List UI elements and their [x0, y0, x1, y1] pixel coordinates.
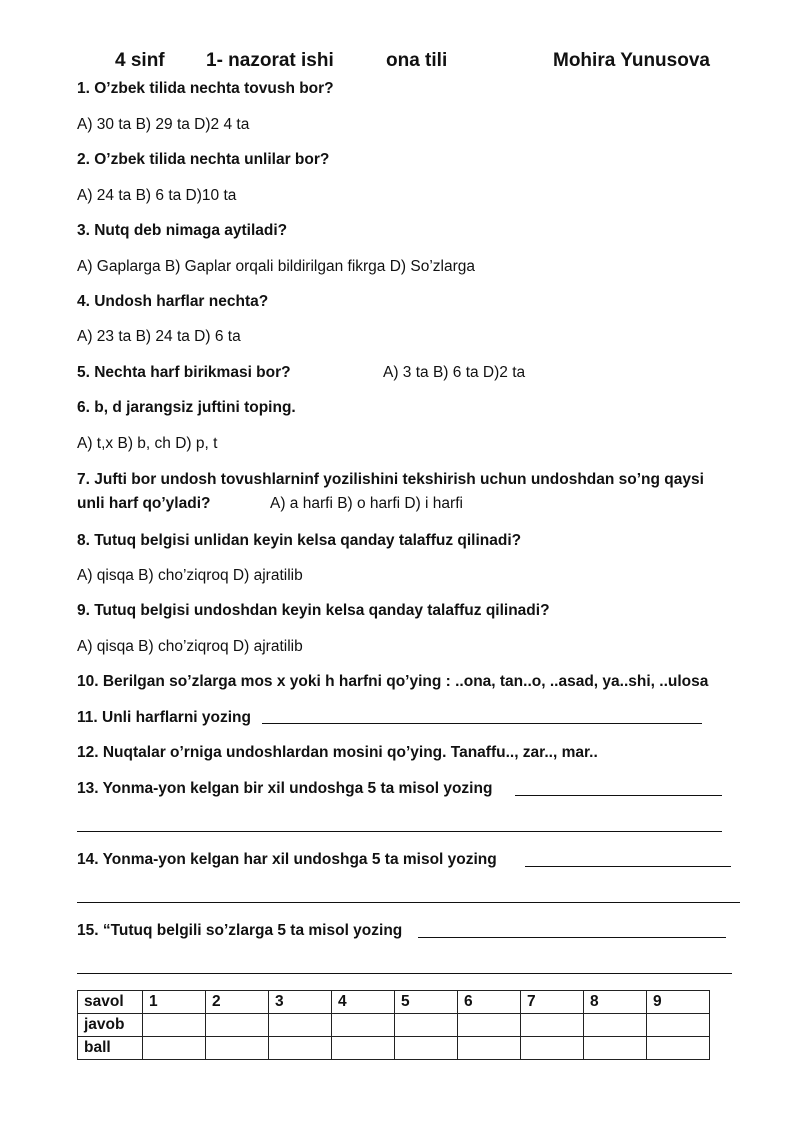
answer-cell [521, 1014, 584, 1037]
score-table [77, 990, 710, 1060]
answer-line-15 [418, 937, 726, 938]
answer-cell [143, 1014, 206, 1037]
question-6: 6. b, d jarangsiz juftini toping. [77, 399, 296, 416]
column-header-7: 7 [521, 991, 584, 1014]
score-cell [458, 1037, 521, 1060]
row-label-javob: javob [78, 1014, 143, 1037]
row-label-ball: ball [78, 1037, 143, 1060]
answer-line-11 [262, 723, 702, 724]
student-name: Mohira Yunusova [553, 50, 710, 71]
answer-options-8: A) qisqa B) cho’ziqroq D) ajratilib [77, 567, 303, 584]
answer-cell [206, 1014, 269, 1037]
score-cell [647, 1037, 710, 1060]
question-2: 2. O’zbek tilida nechta unlilar bor? [77, 151, 330, 168]
answer-line-14b [77, 902, 740, 903]
answer-cell [458, 1014, 521, 1037]
answer-line-15b [77, 973, 732, 974]
column-header-2: 2 [206, 991, 269, 1014]
question-10: 10. Berilgan so’zlarga mos x yoki h harfni qo’ying : ..ona, tan..o, ..asad, ya..shi, ..ulosa [77, 673, 709, 690]
grade-label: 4 sinf [115, 50, 165, 71]
row-label-savol: savol [78, 991, 143, 1014]
column-header-6: 6 [458, 991, 521, 1014]
score-cell [143, 1037, 206, 1060]
answer-options-3: A) Gaplarga B) Gaplar orqali bildirilgan fikrga D) So’zlarga [77, 258, 476, 275]
answer-line-14 [525, 866, 731, 867]
question-8: 8. Tutuq belgisi unlidan keyin kelsa qanday talaffuz qilinadi? [77, 532, 522, 549]
question-7-continued: unli harf qo’yladi? [77, 495, 211, 512]
answer-options-2: A) 24 ta B) 6 ta D)10 ta [77, 187, 237, 204]
column-header-3: 3 [269, 991, 332, 1014]
answer-line-13 [515, 795, 722, 796]
column-header-8: 8 [584, 991, 647, 1014]
question-15: 15. “Tutuq belgili so’zlarga 5 ta misol yozing [77, 922, 403, 939]
score-cell [332, 1037, 395, 1060]
table-row-savol [78, 991, 710, 1014]
column-header-1: 1 [143, 991, 206, 1014]
question-12: 12. Nuqtalar o’rniga undoshlardan mosini qo’ying. Tanaffu.., zar.., mar.. [77, 744, 598, 761]
table-row-javob [78, 1014, 710, 1037]
answer-options-6: A) t,x B) b, ch D) p, t [77, 435, 218, 452]
answer-cell [269, 1014, 332, 1037]
test-title: 1- nazorat ishi [206, 50, 334, 71]
column-header-4: 4 [332, 991, 395, 1014]
score-cell [269, 1037, 332, 1060]
table-row-ball [78, 1037, 710, 1060]
question-13: 13. Yonma-yon kelgan bir xil undoshga 5 ta misol yozing [77, 780, 493, 797]
answer-cell [395, 1014, 458, 1037]
score-cell [395, 1037, 458, 1060]
column-header-9: 9 [647, 991, 710, 1014]
answer-line-13b [77, 831, 722, 832]
worksheet-header [0, 50, 800, 78]
answer-cell [332, 1014, 395, 1037]
question-11: 11. Unli harflarni yozing [77, 709, 251, 726]
score-cell [521, 1037, 584, 1060]
answer-options-4: A) 23 ta B) 24 ta D) 6 ta [77, 328, 241, 345]
score-cell [206, 1037, 269, 1060]
answer-options-9: A) qisqa B) cho’ziqroq D) ajratilib [77, 638, 303, 655]
question-3: 3. Nutq deb nimaga aytiladi? [77, 222, 288, 239]
question-14: 14. Yonma-yon kelgan har xil undoshga 5 ta misol yozing [77, 851, 497, 868]
question-9: 9. Tutuq belgisi undoshdan keyin kelsa qanday talaffuz qilinadi? [77, 602, 550, 619]
question-4: 4. Undosh harflar nechta? [77, 293, 269, 310]
question-1: 1. O’zbek tilida nechta tovush bor? [77, 80, 334, 97]
question-5: 5. Nechta harf birikmasi bor? [77, 364, 291, 381]
answer-cell [647, 1014, 710, 1037]
answer-cell [584, 1014, 647, 1037]
question-7: 7. Jufti bor undosh tovushlarninf yozilishini tekshirish uchun undoshdan so’ng qaysi [77, 471, 704, 488]
subject-label: ona tili [386, 50, 448, 71]
answer-options-7: A) a harfi B) o harfi D) i harfi [270, 495, 463, 512]
score-cell [584, 1037, 647, 1060]
answer-options-1: A) 30 ta B) 29 ta D)2 4 ta [77, 116, 250, 133]
column-header-5: 5 [395, 991, 458, 1014]
answer-options-5: A) 3 ta B) 6 ta D)2 ta [383, 364, 526, 381]
